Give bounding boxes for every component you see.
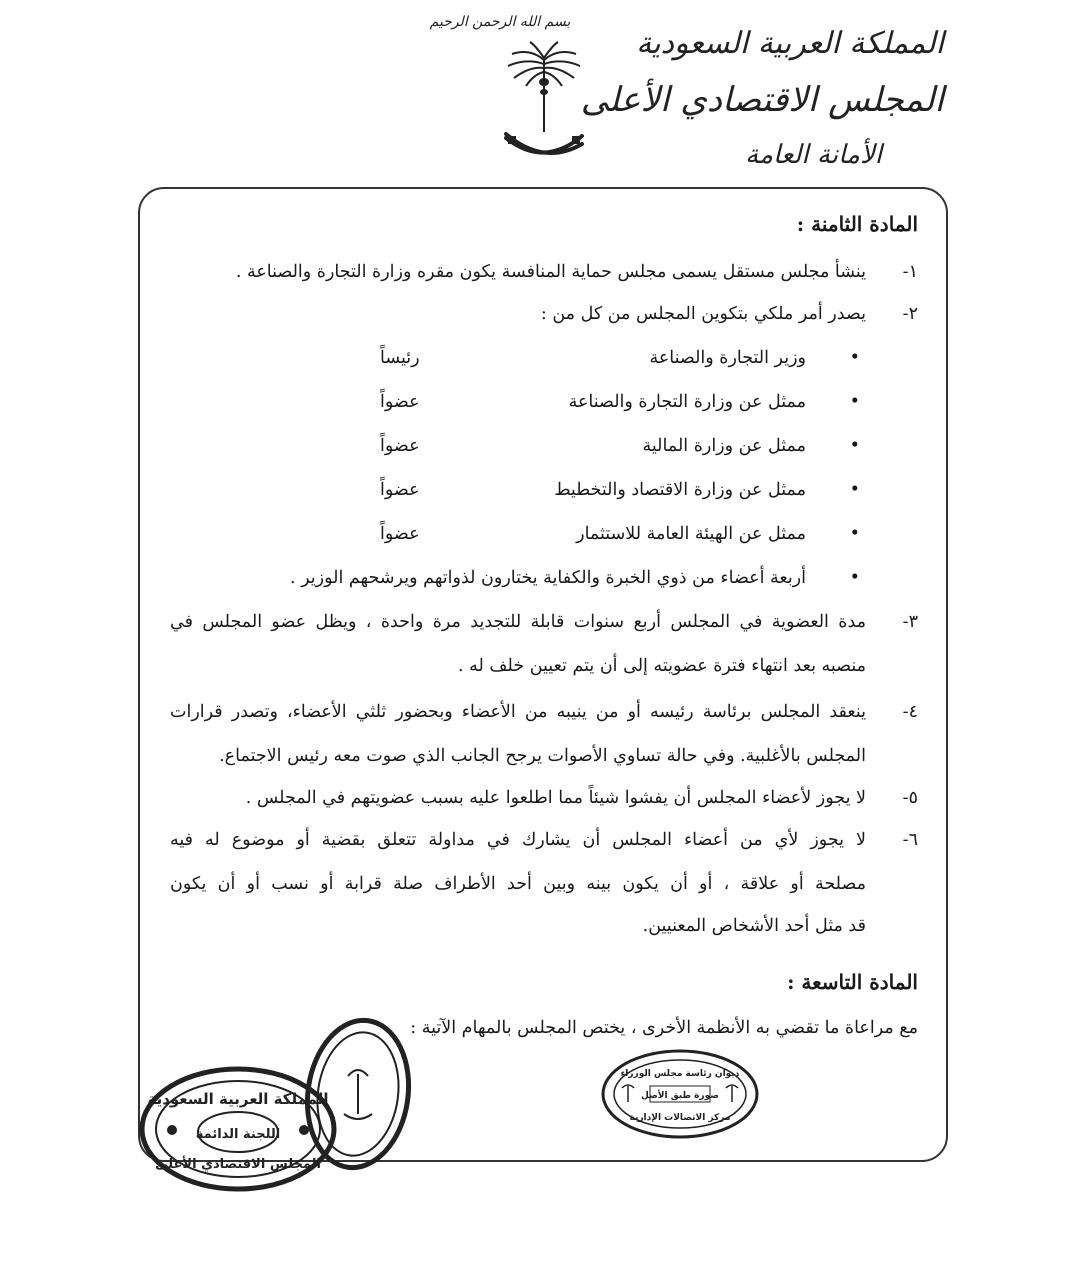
paragraph-number: ٦-	[902, 830, 918, 850]
paragraph-text: منصبه بعد انتهاء فترة عضويته إلى أن يتم تعيين خلف له .	[458, 656, 866, 676]
member-name: ممثل عن الهيئة العامة للاستثمار	[576, 524, 806, 544]
paragraph-number: ١-	[902, 262, 918, 282]
bullet-icon: •	[849, 348, 860, 368]
article-8-heading: المادة الثامنة :	[796, 212, 918, 236]
saudi-emblem-palm-swords-icon	[500, 40, 588, 160]
svg-text:صورة طبق الأصل: صورة طبق الأصل	[641, 1091, 719, 1101]
paragraph-text: ينشأ مجلس مستقل يسمى مجلس حماية المنافسة يكون مقره وزارة التجارة والصناعة .	[235, 262, 866, 282]
bullet-icon: •	[849, 392, 860, 412]
paragraph-text: لا يجوز لأي من أعضاء المجلس أن يشارك في مداولة تتعلق بقضية أو موضوع له فيه	[170, 830, 866, 850]
member-role: عضواً	[380, 436, 420, 456]
article-9-heading: المادة التاسعة :	[787, 970, 918, 994]
member-role: عضواً	[380, 392, 420, 412]
basmala-calligraphy	[429, 2, 571, 36]
paragraph-text: مدة العضوية في المجلس أربع سنوات قابلة للتجديد مرة واحدة ، ويظل عضو المجلس في	[170, 612, 866, 632]
paragraph-text: لا يجوز لأعضاء المجلس أن يفشوا شيئاً مما اطلعوا عليه بسبب عضويتهم في المجلس .	[245, 788, 866, 808]
letterhead-kingdom: المملكة العربية السعودية	[636, 26, 944, 61]
paragraph-text: مع مراعاة ما تقضي به الأنظمة الأخرى ، يختص المجلس بالمهام الآتية :	[410, 1018, 918, 1038]
bullet-icon: •	[849, 524, 860, 544]
paragraph-number: ٢-	[902, 304, 918, 324]
bullet-icon: •	[849, 568, 860, 588]
paragraph-text: يصدر أمر ملكي بتكوين المجلس من كل من :	[540, 304, 866, 324]
experts-text: أربعة أعضاء من ذوي الخبرة والكفاية يختارون لذواتهم ويرشحهم الوزير .	[289, 568, 806, 588]
paragraph-text: ينعقد المجلس برئاسة رئيسه أو من ينيبه من الأعضاء وبحضور ثلثي الأعضاء، وتصدر قرارات	[170, 702, 866, 722]
letterhead-council: المجلس الاقتصادي الأعلى	[580, 80, 944, 120]
bullet-icon: •	[849, 436, 860, 456]
paragraph-number: ٥-	[902, 788, 918, 808]
paragraph-text: قد مثل أحد الأشخاص المعنيين.	[642, 916, 866, 936]
member-name: ممثل عن وزارة الاقتصاد والتخطيط	[554, 480, 806, 500]
paragraph-number: ٣-	[902, 612, 918, 632]
svg-text:اللجنة الدائمة: اللجنة الدائمة	[195, 1127, 281, 1142]
member-role: عضواً	[380, 524, 420, 544]
svg-text:المجلس الاقتصادي الأعلى: المجلس الاقتصادي الأعلى	[155, 1157, 321, 1172]
svg-text:مركز الاتصالات الإدارية: مركز الاتصالات الإدارية	[629, 1113, 731, 1123]
true-copy-cabinet-stamp	[600, 1048, 760, 1140]
member-role: رئيساً	[380, 348, 420, 368]
paragraph-text: المجلس بالأغلبية. وفي حالة تساوي الأصوات يرجح الجانب الذي صوت معه رئيس الاجتماع.	[219, 746, 866, 766]
paragraph-text: مصلحة أو علاقة ، أو أن يكون بينه وبين أحد الأطراف صلة قرابة أو نسب أو أن يكون	[170, 874, 866, 894]
svg-text:المملكة العربية السعودية: المملكة العربية السعودية	[147, 1090, 329, 1108]
member-name: ممثل عن وزارة المالية	[642, 436, 806, 456]
svg-text:بسم الله الرحمن الرحيم: بسم الله الرحمن الرحيم	[429, 14, 571, 30]
oval-seal-stamp	[302, 1014, 414, 1174]
paragraph-number: ٤-	[902, 702, 918, 722]
letterhead-secretariat: الأمانة العامة	[745, 140, 882, 170]
member-role: عضواً	[380, 480, 420, 500]
bullet-icon: •	[849, 480, 860, 500]
member-name: ممثل عن وزارة التجارة والصناعة	[568, 392, 806, 412]
member-name: وزير التجارة والصناعة	[649, 348, 806, 368]
svg-text:ديوان رئاسة مجلس الوزراء: ديوان رئاسة مجلس الوزراء	[620, 1069, 740, 1079]
